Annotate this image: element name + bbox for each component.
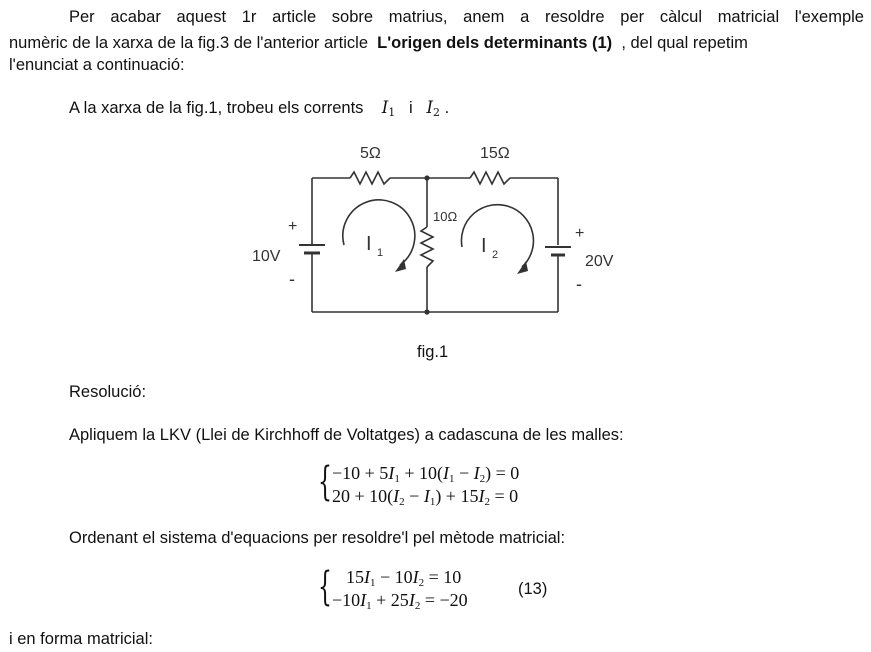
- system1-eq2: $20 + 10(I_2 - I_1) + 15I_2 = 0$: [332, 486, 519, 508]
- matrix-form-text: i en forma matricial:: [9, 630, 153, 648]
- resistor-5ohm: [350, 172, 390, 184]
- loop-label-1: I: [366, 233, 372, 255]
- plus-v2: +: [575, 225, 585, 242]
- system2-eq1: $15I_1 - 10I_2 = 10$: [346, 567, 462, 589]
- lkv-text: Apliquem la LKV (Llei de Kirchhoff de Voltatges) a cadascuna de les malles:: [69, 426, 624, 444]
- loop-label-1-sub: 1: [377, 247, 384, 259]
- minus-v1: -: [289, 269, 295, 289]
- label-r3: 10Ω: [433, 209, 458, 224]
- loop-label-2-sub: 2: [492, 249, 499, 261]
- circuit-diagram: [240, 135, 640, 330]
- system2-brace: {: [318, 564, 332, 610]
- label-r2: 15Ω: [480, 145, 510, 162]
- intro-line3: l'enunciat a continuació:: [9, 56, 185, 74]
- arrowhead-2: [517, 261, 528, 274]
- figure-caption: fig.1: [417, 343, 449, 361]
- system1-eq1: $-10 + 5I_1 + 10(I_1 - I_2) = 0$: [332, 463, 520, 485]
- system2-eq2: $-10I_1 + 25I_2 = -20$: [332, 590, 468, 612]
- loop-label-2: I: [481, 235, 487, 257]
- equation-number: (13): [518, 580, 548, 598]
- label-r1: 5Ω: [360, 145, 381, 162]
- article-link[interactable]: L'origen dels determinants (1): [377, 34, 613, 52]
- system1-brace: {: [318, 459, 332, 505]
- label-v2: 20V: [585, 253, 614, 270]
- arrowhead-1: [395, 259, 406, 272]
- intro-line1: Per acabar aquest 1r article sobre matrius, anem a resoldre per càlcul matricial l'exemple: [69, 8, 864, 26]
- minus-v2: -: [576, 274, 582, 294]
- resistor-10ohm: [421, 227, 433, 267]
- problem-statement: A la xarxa de la fig.1, trobeu els corrents $I_1$ i $I_2$ .: [69, 98, 450, 119]
- label-v1: 10V: [252, 248, 281, 265]
- intro-line2: numèric de la xarxa de la fig.3 de l'anterior article L'origen dels determinants (1) , del qual repetim: [9, 34, 748, 52]
- resistor-15ohm: [470, 172, 510, 184]
- plus-v1: +: [288, 218, 298, 235]
- order-text: Ordenant el sistema d'equacions per resoldre'l pel mètode matricial:: [69, 529, 566, 547]
- resolution-heading: Resolució:: [69, 383, 147, 401]
